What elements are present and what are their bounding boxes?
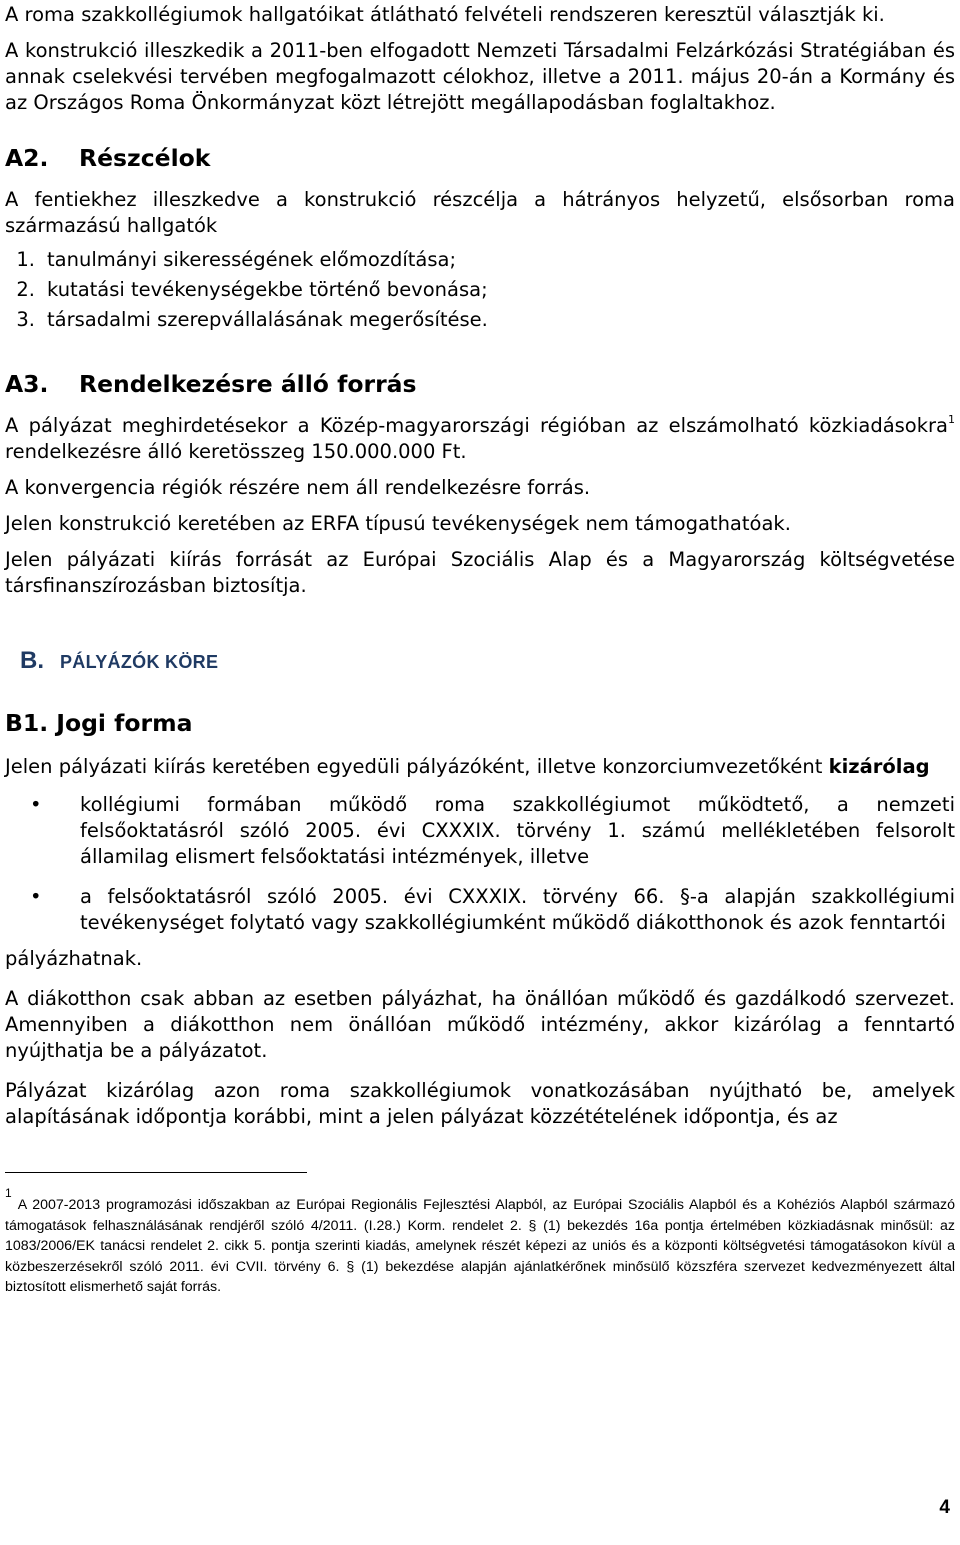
section-b-title: PÁLYÁZÓK KÖRE	[60, 652, 219, 672]
footnote-separator	[5, 1172, 307, 1173]
list-item	[5, 792, 955, 870]
list-item-text: kutatási tevékenységekbe történő bevonása;	[47, 278, 488, 301]
section-b1-lead	[5, 754, 955, 780]
section-a3-paragraph-2: A konvergencia régiók részére nem áll rendelkezésre forrás.	[5, 476, 591, 499]
section-a3-paragraph-1	[5, 413, 955, 465]
section-b1-tail: pályázhatnak.	[5, 947, 143, 970]
intro-paragraph-1: A roma szakkollégiumok hallgatóikat átlátható felvételi rendszeren keresztül választják ki.	[5, 3, 885, 26]
section-a3-heading	[5, 369, 955, 399]
section-a3-title: Rendelkezésre álló forrás	[79, 370, 417, 398]
page-number: 4	[939, 1497, 950, 1518]
section-b1-dormitory-paragraph: A diákotthon csak abban az esetben pályázhat, ha önállóan működő és gazdálkodó szervezet. Amennyiben a diákotthon nem önállóan működő intézmény, akkor kizárólag a fenntartó nyújthatja be a pályázatot.	[5, 987, 955, 1062]
section-b1-heading	[5, 708, 955, 738]
list-item-number: 3.	[16, 308, 35, 331]
document-page	[5, 0, 955, 1298]
list-item	[5, 884, 955, 936]
section-b1-number: B1.	[5, 709, 49, 737]
section-b1-title: Jogi forma	[56, 709, 193, 737]
section-a3-paragraph-3: Jelen konstrukció keretében az ERFA típusú tevékenységek nem támogathatóak.	[5, 512, 791, 535]
section-a3-paragraph-4: Jelen pályázati kiírás forrását az Európai Szociális Alap és a Magyarország költségvetése társfinanszírozásban biztosítja.	[5, 548, 955, 597]
footnote-mark: 1	[5, 1186, 12, 1201]
section-a2-title: Részcélok	[79, 144, 211, 172]
bullet-icon: •	[30, 885, 42, 908]
section-a2-number: A2.	[5, 144, 49, 172]
intro-paragraph-2: A konstrukció illeszkedik a 2011-ben elfogadott Nemzeti Társadalmi Felzárkózási Stratégiában és annak cselekvési tervében megfogalmazott célokhoz, illetve a 2011. május 20-án a Kormány és az Országos Roma Önkormányzat közt létrejött megállapodásban foglaltakhoz.	[5, 39, 955, 114]
footnote-text: A 2007-2013 programozási időszakban az Európai Regionális Fejlesztési Alapból, az Európai Szociális Alapból és a Kohéziós Alapból származó támogatások felhasználásának rendjéről szóló 4/2011. (I.28.) Korm. rendelet 2. § (1) bekezdés 16a pontja értelmében közkiadásnak minősül: az 1083/2006/EK tanácsi rendelet 2. cikk 5. pontja szerinti kiadás, amelynek részét képezi az uniós és a központi költségvetési támogatásokon kívül a közbeszerzésekről szóló 2011. évi CVII. törvény 6. § (1) bekezdése alapján ajánlatkérőnek minősülő közszféra szervezet kedvezményezett által biztosított elismerhető saját forrás.	[5, 1197, 955, 1295]
list-item-text: kollégiumi formában működő roma szakkollégiumot működtető, a nemzeti felsőoktatásról szóló 2005. évi CXXXIX. törvény 1. számú mellékletében felsorolt államilag elismert felsőoktatási intézmények, illetve	[80, 793, 955, 868]
section-a3-p1-text: A pályázat meghirdetésekor a Közép-magyarországi régióban az elszámolható közkiadásokra	[5, 414, 948, 437]
section-b-number: B.	[20, 647, 44, 674]
eligible-applicants-list	[5, 792, 955, 936]
section-a3-p1-text-end: rendelkezésre álló keretösszeg 150.000.000 Ft.	[5, 440, 467, 463]
list-item-text: társadalmi szerepvállalásának megerősítése.	[47, 308, 488, 331]
section-a3-number: A3.	[5, 370, 49, 398]
list-item-text: a felsőoktatásról szóló 2005. évi CXXXIX. törvény 66. §-a alapján szakkollégiumi tevékenységet folytató vagy szakkollégiumként működő diákotthonok és azok fenntartói	[80, 885, 955, 934]
section-a2-lead: A fentiekhez illeszkedve a konstrukció részcélja a hátrányos helyzetű, elsősorban roma származású hallgatók	[5, 188, 955, 237]
section-a2-heading	[5, 143, 955, 173]
list-item-text: tanulmányi sikerességének előmozdítása;	[47, 248, 457, 271]
section-b1-lead-bold: kizárólag	[828, 755, 930, 778]
goals-list	[5, 245, 955, 335]
footnote-reference: 1	[948, 412, 955, 426]
list-item	[5, 245, 955, 275]
list-item-number: 2.	[16, 278, 35, 301]
list-item	[5, 305, 955, 335]
list-item-number: 1.	[16, 248, 35, 271]
section-b1-last-paragraph: Pályázat kizárólag azon roma szakkollégiumok vonatkozásában nyújtható be, amelyek alapításának időpontja korábbi, mint a jelen pályázat közzétételének időpontja, és az	[5, 1079, 955, 1128]
list-item	[5, 275, 955, 305]
section-b-heading	[5, 646, 955, 677]
bullet-icon: •	[30, 793, 42, 816]
section-b1-lead-text: Jelen pályázati kiírás keretében egyedüli pályázóként, illetve konzorciumvezetőként	[5, 755, 823, 778]
footnote	[5, 1186, 955, 1298]
